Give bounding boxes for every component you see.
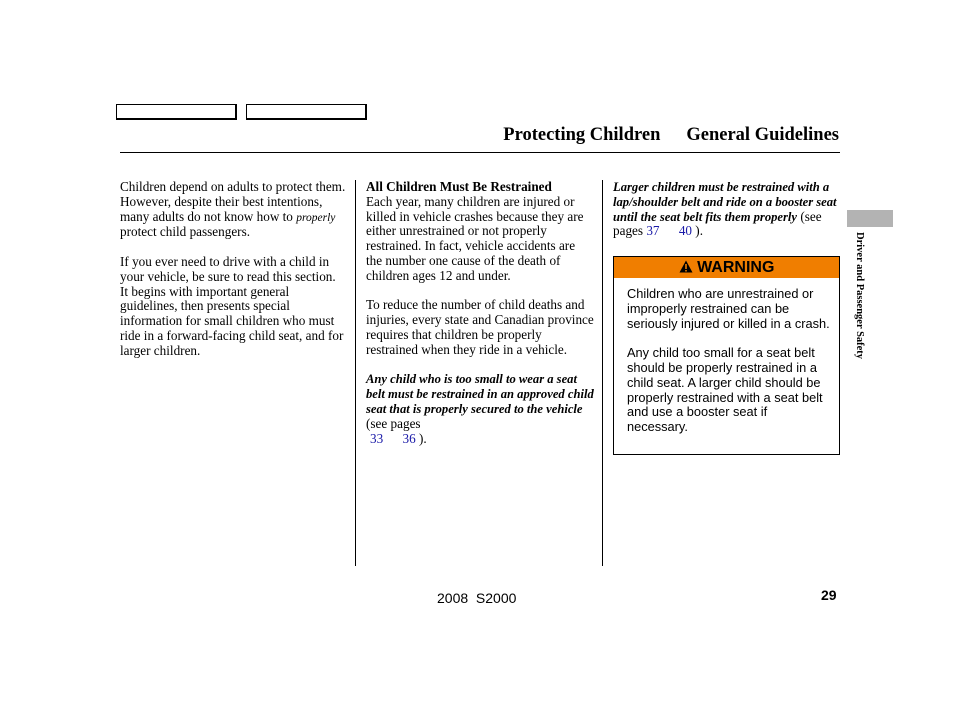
page-link-40[interactable]: 40 bbox=[678, 223, 692, 239]
page-header bbox=[503, 125, 839, 146]
footer-model: 2008 S2000 bbox=[437, 590, 517, 606]
section-tab bbox=[847, 210, 893, 227]
page-link-33[interactable]: 33 bbox=[370, 430, 384, 446]
warning-paragraph-2: Any child too small for a seat belt should be properly restrained in a child seat. A larger child should be properly restrained with a seat belt and use a booster seat if necessary. bbox=[627, 345, 823, 435]
header-rule bbox=[120, 152, 840, 153]
warning-body bbox=[614, 278, 839, 435]
warning-header bbox=[614, 257, 839, 278]
col2-paragraph-3: Any child who is too small to wear a seat belt must be restrained in an approved child seat that is properly secured to the vehicle (see pages 33 36 ). bbox=[366, 372, 594, 446]
nav-button-previous[interactable] bbox=[116, 104, 237, 120]
section-tab-label: Driver and Passenger Safety bbox=[854, 232, 865, 360]
warning-triangle-icon bbox=[679, 260, 693, 273]
col1-paragraph-1: Children depend on adults to protect them. However, despite their best intentions, many adults do not know how to properly protect child passengers. bbox=[120, 179, 346, 240]
topic-title: General Guidelines bbox=[686, 125, 839, 145]
page-link-37[interactable]: 37 bbox=[646, 223, 660, 239]
page-number: 29 bbox=[821, 587, 837, 603]
col2-paragraph-2: To reduce the number of child deaths and injuries, every state and Canadian province requires that children be properly restrained when they ride in a vehicle. bbox=[366, 297, 594, 357]
column-2 bbox=[366, 180, 594, 461]
column-divider-2 bbox=[602, 180, 603, 566]
column-divider-1 bbox=[355, 180, 356, 566]
warning-paragraph-1: Children who are unrestrained or improperly restrained can be seriously injured or killed in a crash. bbox=[627, 286, 830, 331]
nav-button-next[interactable] bbox=[246, 104, 367, 120]
section-title: Protecting Children bbox=[503, 125, 661, 145]
col2-heading: All Children Must Be Restrained bbox=[366, 179, 552, 194]
column-1 bbox=[120, 180, 346, 373]
emphasis-properly: properly bbox=[296, 211, 336, 224]
warning-title: WARNING bbox=[697, 259, 775, 276]
page-link-36[interactable]: 36 bbox=[402, 430, 416, 446]
col1-paragraph-2: If you ever need to drive with a child in your vehicle, be sure to read this section. It begins with important general guidelines, then presents special information for small children who must ride in a forward-facing child seat, and for larger children. bbox=[120, 253, 344, 358]
warning-box bbox=[613, 256, 840, 455]
col2-paragraph-1: All Children Must Be Restrained Each year, many children are injured or killed in vehicle crashes because they are either unrestrained or not properly restrained. In fact, vehicle accidents are the number one cause of the death of children ages 12 and under. bbox=[366, 179, 584, 283]
column-3 bbox=[613, 180, 840, 254]
col3-paragraph: Larger children must be restrained with a lap/shoulder belt and ride on a booster seat until the seat belt fits them properly (see pages 37 40 ). bbox=[613, 180, 837, 239]
